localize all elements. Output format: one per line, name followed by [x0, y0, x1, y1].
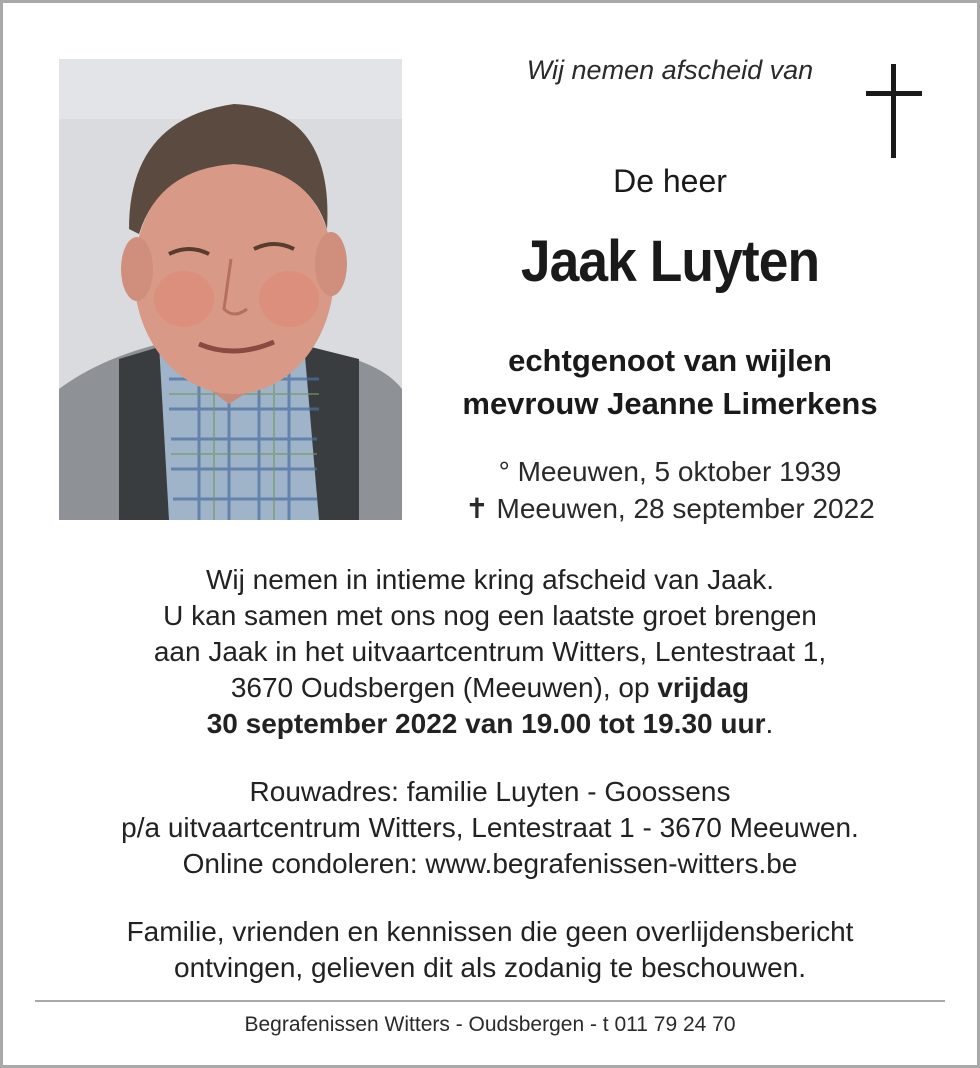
notice-line-1: Familie, vrienden en kennissen die geen overlijdensbericht — [126, 916, 854, 947]
farewell-datetime: 30 september 2022 van 19.00 tot 19.30 uur — [206, 708, 766, 739]
farewell-line-4-text: 3670 Oudsbergen (Meeuwen), op — [230, 672, 658, 703]
farewell-line-1: Wij nemen in intieme kring afscheid van Jaak. — [205, 564, 775, 595]
notice-text — [0, 914, 980, 986]
farewell-line-5 — [0, 706, 980, 742]
farewell-line-2: U kan samen met ons nog een laatste groet brengen — [163, 600, 817, 631]
mourning-address — [0, 774, 980, 882]
death-date: ✝ Meeuwen, 28 september 2022 — [465, 493, 875, 524]
spouse-info — [400, 339, 940, 425]
portrait-photo — [59, 59, 402, 520]
spouse-line-1: echtgenoot van wijlen — [508, 343, 832, 378]
farewell-line-4 — [0, 670, 980, 706]
intro-text: Wij nemen afscheid van — [526, 55, 814, 85]
birth-date: ° Meeuwen, 5 oktober 1939 — [498, 456, 842, 487]
spouse-line-2: mevrouw Jeanne Limerkens — [462, 386, 878, 421]
life-dates — [400, 453, 940, 527]
farewell-day: vrijdag — [657, 672, 750, 703]
farewell-line-5-end: . — [765, 708, 774, 739]
farewell-line-3: aan Jaak in het uitvaartcentrum Witters, Lentestraat 1, — [153, 636, 827, 667]
notice-line-2: ontvingen, gelieven dit als zodanig te beschouwen. — [174, 952, 806, 983]
address-line-2: p/a uitvaartcentrum Witters, Lentestraat 1 - 3670 Meeuwen. — [121, 812, 859, 843]
footer-credit: Begrafenissen Witters - Oudsbergen - t 011 79 24 70 — [244, 1013, 736, 1036]
deceased-name: Jaak Luyten — [520, 229, 820, 294]
divider — [35, 1000, 945, 1002]
address-line-1: Rouwadres: familie Luyten - Goossens — [249, 776, 731, 807]
farewell-text — [0, 562, 980, 742]
condolence-link[interactable]: Online condoleren: www.begrafenissen-witters.be — [182, 848, 798, 879]
salutation: De heer — [613, 163, 727, 199]
